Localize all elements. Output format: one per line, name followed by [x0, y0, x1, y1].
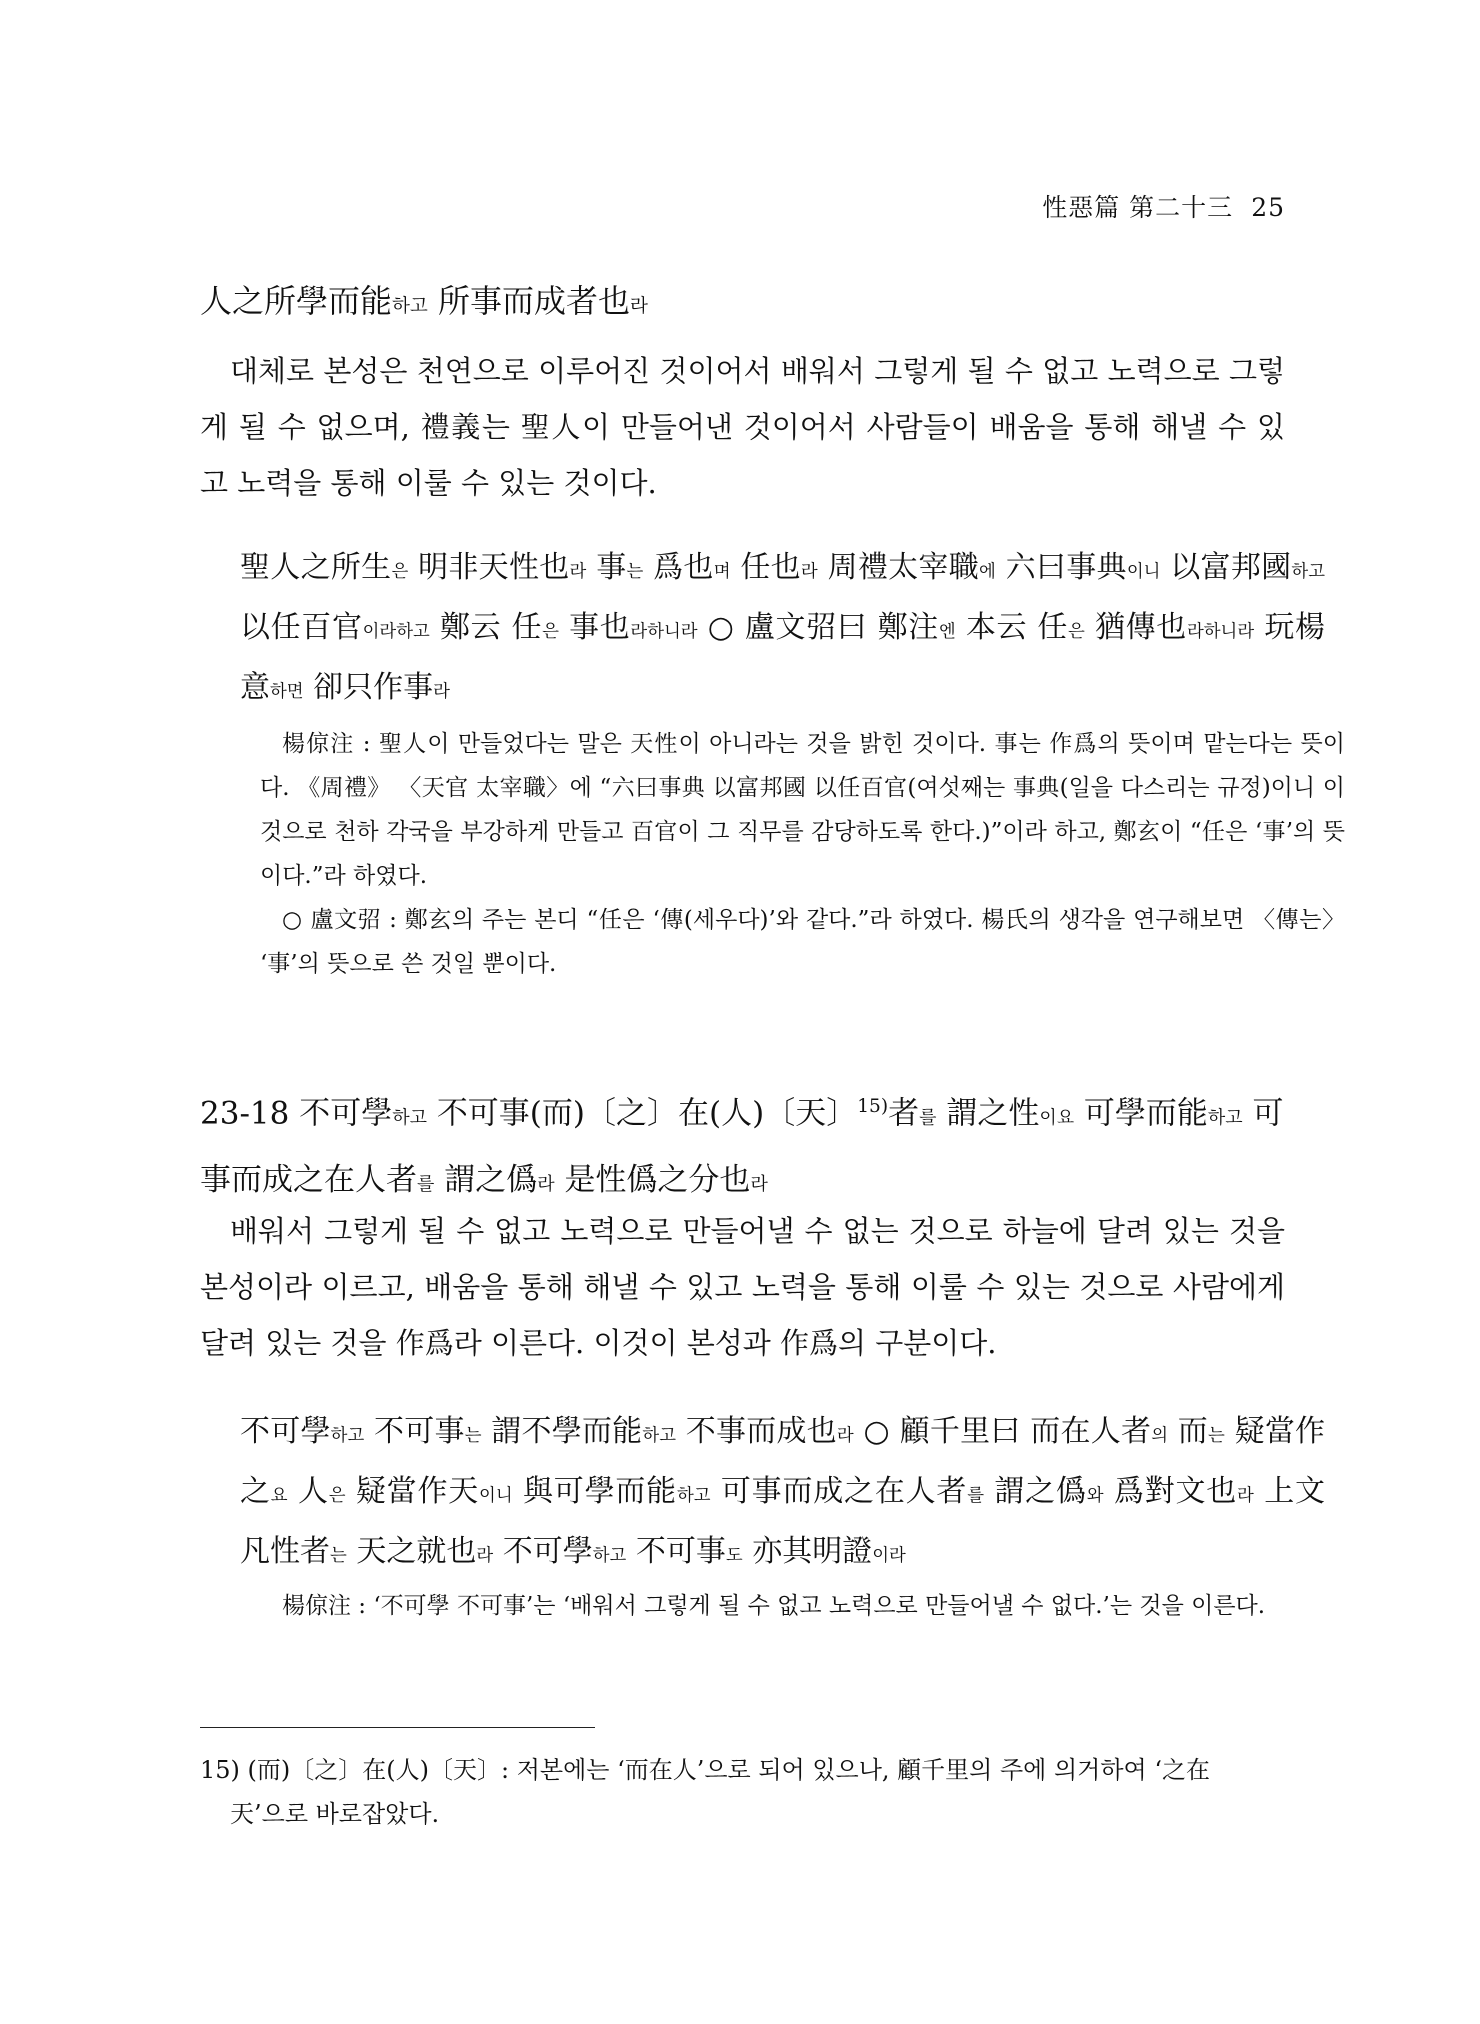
commentary-segment: 人: [297, 1474, 329, 1509]
annotation-para: 楊倞注 : ‘不可學 不可事’는 ‘배워서 그렇게 될 수 없고 노력으로 만들어낼 수 없다.’는 것을 이른다.: [282, 1593, 1266, 1619]
particle: 는: [1208, 1426, 1225, 1446]
commentary-runs: [240, 550, 1325, 705]
footnote-text: (而)〔之〕在(人)〔天〕: 저본에는 ‘而在人’으로 되어 있으나, 顧千里의 주에 의거하여 ‘之在: [247, 1756, 1210, 1784]
particle: 이니: [1126, 562, 1161, 582]
particle: 라: [630, 296, 648, 317]
footnote-separator: [200, 1727, 595, 1728]
section-number: 23-18: [200, 1095, 290, 1132]
header-title: 性惡篇 第二十三: [1042, 193, 1234, 222]
particle: 하고: [392, 1107, 427, 1129]
particle: 를: [417, 1174, 435, 1196]
footnote-number: 15): [200, 1756, 240, 1784]
commentary-segment: 以富邦國: [1170, 550, 1292, 585]
commentary-segment: 周禮太宰職: [827, 550, 980, 585]
source-segment: 謂之性: [946, 1095, 1040, 1132]
source-segment: 可事而成之在人者: [200, 1095, 1284, 1199]
commentary-2: [200, 1404, 1325, 1584]
commentary-segment: 與可學而能: [522, 1474, 677, 1509]
commentary-segment: 猶傳也: [1095, 610, 1187, 645]
commentary-segment: 任也: [740, 550, 801, 585]
source-segment: 不可學: [299, 1095, 393, 1132]
commentary-segment: 可事而成之在人者: [720, 1474, 968, 1509]
particle: 은: [542, 622, 559, 642]
particle: 은: [328, 1486, 346, 1506]
page-number: 25: [1251, 193, 1285, 222]
commentary-segment: 不事而成也: [685, 1414, 837, 1449]
commentary-segment: 不可事: [374, 1414, 465, 1449]
commentary-segment: 而: [1177, 1414, 1209, 1449]
commentary-segment: 玩楊意: [240, 610, 1325, 705]
commentary-segment: 明非天性也: [418, 550, 570, 585]
particle: 도: [725, 1546, 743, 1566]
particle: 이라하고: [362, 622, 430, 642]
particle: 는: [464, 1426, 482, 1446]
particle: 엔: [938, 622, 956, 642]
commentary-segment: ○ 顧千里曰 而在人者: [863, 1414, 1152, 1449]
particle: 하고: [1291, 562, 1326, 582]
particle: 라: [800, 562, 818, 582]
source-segment: 可學而能: [1083, 1095, 1208, 1132]
commentary-segment: 聖人之所生: [240, 550, 392, 585]
commentary-segment: 卻只作事: [313, 670, 434, 705]
particle: 하고: [676, 1486, 711, 1506]
commentary-segment: 鄭云 任: [439, 610, 543, 645]
particle: 는: [330, 1546, 347, 1566]
particle: 와: [1086, 1486, 1104, 1506]
commentary-segment: 以任百官: [240, 610, 363, 645]
source-segment: 人之所學而能: [200, 282, 393, 320]
source-segment: 謂之僞: [444, 1162, 538, 1199]
particle: 하고: [592, 1546, 627, 1566]
particle: 라: [836, 1426, 854, 1446]
footnote-text-cont: 天’으로 바로잡았다.: [230, 1800, 440, 1828]
commentary-segment: 不可學: [502, 1534, 593, 1569]
particle: 의: [1151, 1426, 1169, 1446]
commentary-segment: 天之就也: [356, 1534, 477, 1569]
particle: 라: [569, 562, 587, 582]
annotation-2: [200, 1584, 1345, 1628]
commentary-segment: 上文凡性者: [240, 1474, 1325, 1569]
particle: 라: [537, 1174, 555, 1196]
particle: 라하니라: [1186, 622, 1255, 642]
commentary-segment: 疑當作天: [355, 1474, 480, 1509]
source-segment: 者: [888, 1095, 920, 1132]
particle: 하고: [1207, 1107, 1243, 1129]
commentary-segment: 六曰事典: [1005, 550, 1127, 585]
particle: 이라: [872, 1546, 906, 1566]
annotation-1: [200, 722, 1345, 986]
source-segment: 所事而成者也: [438, 282, 631, 320]
commentary-segment: 亦其明證: [752, 1534, 873, 1569]
commentary-segment: 爲也: [653, 550, 714, 585]
commentary-segment: 爲對文也: [1113, 1474, 1238, 1509]
commentary-segment: 事: [596, 550, 627, 585]
footnote: [200, 1748, 1285, 1836]
source-segment: 是性僞之分也: [564, 1162, 751, 1199]
particle: 이니: [479, 1486, 513, 1506]
particle: 라: [1237, 1486, 1254, 1506]
particle: 라: [750, 1174, 768, 1196]
particle: 하고: [392, 296, 428, 317]
particle: 며: [713, 562, 731, 582]
commentary-segment: 本云 任: [965, 610, 1068, 645]
particle: 이요: [1039, 1107, 1075, 1129]
particle: 하고: [642, 1426, 677, 1446]
particle: 하고: [330, 1426, 365, 1446]
particle: 은: [391, 562, 409, 582]
particle: 에: [979, 562, 996, 582]
korean-translation-1: 대체로 본성은 천연으로 이루어진 것이어서 배워서 그렇게 될 수 없고 노력으로 그렇게 될 수 없으며, 禮義는 聖人이 만들어낸 것이어서 사람들이 배움을 통해 해낼 수 있고 노력을 통해 이룰 수 있는 것이다.: [200, 354, 1285, 500]
commentary-segment: 不可事: [635, 1534, 726, 1569]
commentary-segment: ○ 盧文弨曰 鄭注: [707, 610, 939, 645]
annotation-para: ○ 盧文弨 : 鄭玄의 주는 본디 “任은 ‘傳(세우다)’와 같다.”라 하였다. 楊氏의 생각을 연구해보면 〈傳는〉 ‘事’의 뜻으로 쓴 것일 뿐이다.: [260, 907, 1345, 977]
section-heading: [200, 1076, 1285, 1216]
source-segment: 不可事(而)〔之〕在(人)〔天〕: [436, 1095, 858, 1132]
commentary-runs: [240, 1414, 1325, 1569]
particle: 를: [967, 1486, 985, 1506]
running-header: [1042, 188, 1285, 224]
source-text-line: [200, 272, 1285, 336]
particle: 요: [270, 1486, 288, 1506]
particle: 은: [1068, 622, 1085, 642]
commentary-segment: 謂之僞: [994, 1474, 1087, 1509]
annotation-para: 楊倞注 : 聖人이 만들었다는 말은 天性이 아니라는 것을 밝힌 것이다. 事는 作爲의 뜻이며 맡는다는 뜻이다. 《周禮》 〈天官 太宰職〉에 “六曰事典 以富邦國 以任百官(여섯째는 事典(일을 다스리는 규정)이니 이것으로 천하 각국을 부강하게 만들고 百官이 그 직무를 감당하도록 한다.)”이라 하고, 鄭玄이 “任은 ‘事’의 뜻이다.”라 하였다.: [260, 731, 1345, 889]
particle: 를: [919, 1107, 937, 1129]
commentary-1: [200, 540, 1325, 720]
commentary-segment: 事也: [569, 610, 631, 645]
commentary-segment: 疑當作之: [240, 1414, 1326, 1509]
footnote-ref[interactable]: 15): [857, 1096, 889, 1117]
particle: 는: [626, 562, 644, 582]
particle: 라하니라: [630, 622, 698, 642]
particle: 라: [476, 1546, 494, 1566]
commentary-segment: 不可學: [240, 1414, 331, 1449]
commentary-segment: 謂不學而能: [491, 1414, 643, 1449]
particle: 라: [433, 682, 450, 702]
korean-translation-2: 배워서 그렇게 될 수 없고 노력으로 만들어낼 수 없는 것으로 하늘에 달려 있는 것을 본성이라 이르고, 배움을 통해 해낼 수 있고 노력을 통해 이룰 수 있는 것으로 사람에게 달려 있는 것을 作爲라 이른다. 이것이 본성과 作爲의 구분이다.: [200, 1214, 1285, 1360]
particle: 하면: [270, 682, 304, 702]
